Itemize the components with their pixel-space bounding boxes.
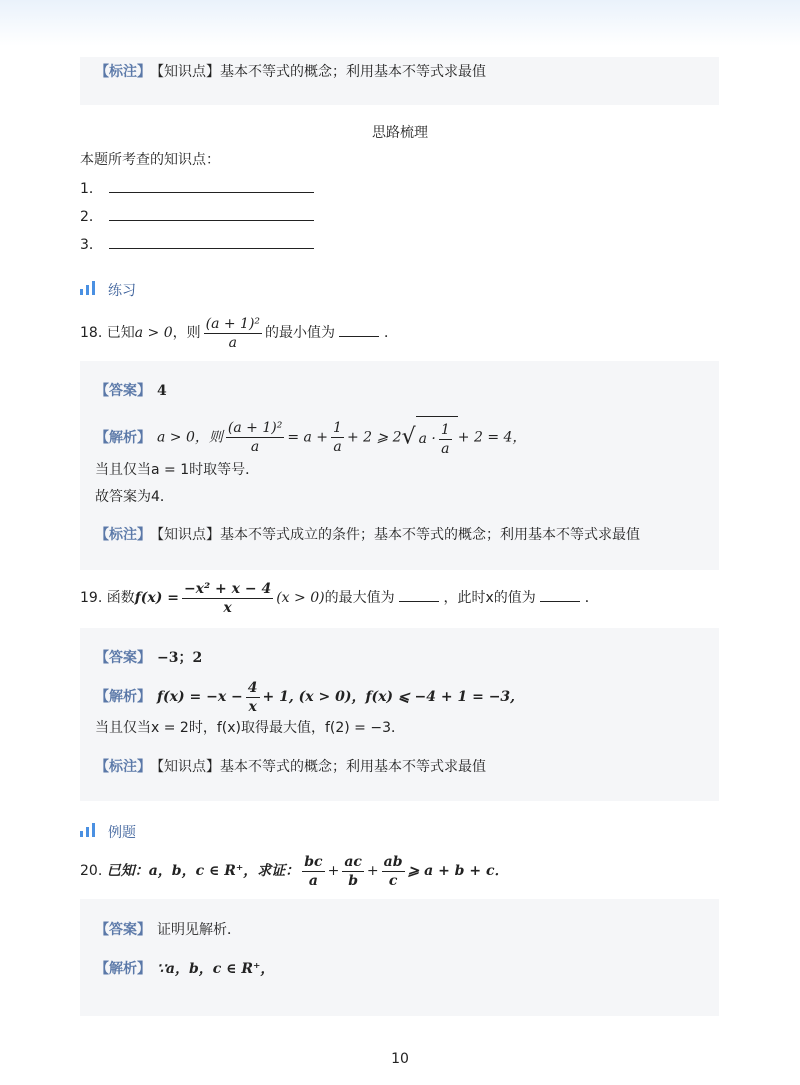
question-18: 18. 已知a > 0，则 $\frac{\text{(a + 1)²}}{a}$ 的最小值为 ．	[80, 315, 398, 351]
section-example	[80, 823, 136, 843]
analysis-line: 【解析】 ∵a，b，c ∈ R⁺，	[95, 961, 275, 977]
annotation-line: 【标注】 【知识点】基本不等式成立的条件；基本不等式的概念；利用基本不等式求最值	[95, 527, 640, 543]
analysis-line-3: 故答案为4．	[95, 489, 174, 505]
thinking-title: 思路梳理	[372, 125, 428, 141]
question-number: 19.	[80, 590, 103, 606]
square-root: √ a · $\frac{1}{a}$	[402, 416, 458, 459]
question-20: 20. 已知：a，b，c ∈ R⁺，求证： $\frac{bc}{a}$ + $\frac{ac}{b}$ + $\frac{ab}{c}$ ⩾ a + b + c．	[80, 853, 509, 889]
question-19: 19. 函数f(x) = $\frac{\text{−x² + x − 4}}{x}$ (x > 0)的最大值为 ，此时x的值为 ．	[80, 580, 599, 616]
answer-line: 【答案】 4	[95, 383, 167, 399]
knowledge-point-text: 【知识点】基本不等式的概念；利用基本不等式求最值	[157, 64, 486, 80]
question-number: 20.	[80, 863, 103, 879]
section-title: 例题	[108, 825, 136, 841]
fill-line-1: 1．	[80, 178, 314, 199]
page-number: 10	[391, 1051, 409, 1067]
answer-blank	[540, 587, 580, 602]
thinking-intro: 本题所考查的知识点：	[80, 152, 220, 168]
analysis-line: 【解析】 f(x) = −x − $\frac{4}{x}$ + 1, (x > 0)，f(x) ⩽ −4 + 1 = −3,	[95, 679, 516, 715]
annotation-line: 【标注】 【知识点】基本不等式的概念；利用基本不等式求最值	[95, 759, 486, 775]
question-number: 18.	[80, 325, 103, 341]
answer-blank	[339, 322, 379, 337]
analysis-line: 【解析】 a > 0，则 $\frac{\text{(a + 1)²}}{a}$ = a + $\frac{1}{a}$ + 2 ⩾ 2√ a · $\frac{1}{a}$ + 2 = 4，	[95, 416, 526, 459]
page-header-band	[0, 0, 800, 46]
annotation-tag: 【标注】	[95, 64, 151, 80]
bar-chart-icon	[80, 823, 98, 843]
answer-blank	[399, 587, 439, 602]
fill-line-3: 3．	[80, 234, 314, 255]
fraction: $\frac{\text{(a + 1)²}}{a}$	[205, 315, 261, 351]
analysis-line-2: 当且仅当x = 2时，f(x)取得最大值，f(2) = −3．	[95, 720, 405, 736]
analysis-line-2: 当且仅当a = 1时取等号．	[95, 462, 260, 478]
answer-value: 4	[157, 383, 167, 399]
section-practice	[80, 281, 136, 301]
section-title: 练习	[108, 283, 136, 299]
answer-line: 【答案】 证明见解析．	[95, 922, 241, 938]
answer-line: 【答案】 −3；2	[95, 650, 203, 666]
annotation-line	[95, 62, 486, 82]
bar-chart-icon	[80, 281, 98, 301]
fill-line-2: 2．	[80, 206, 314, 227]
solution-box-20	[80, 899, 719, 1016]
